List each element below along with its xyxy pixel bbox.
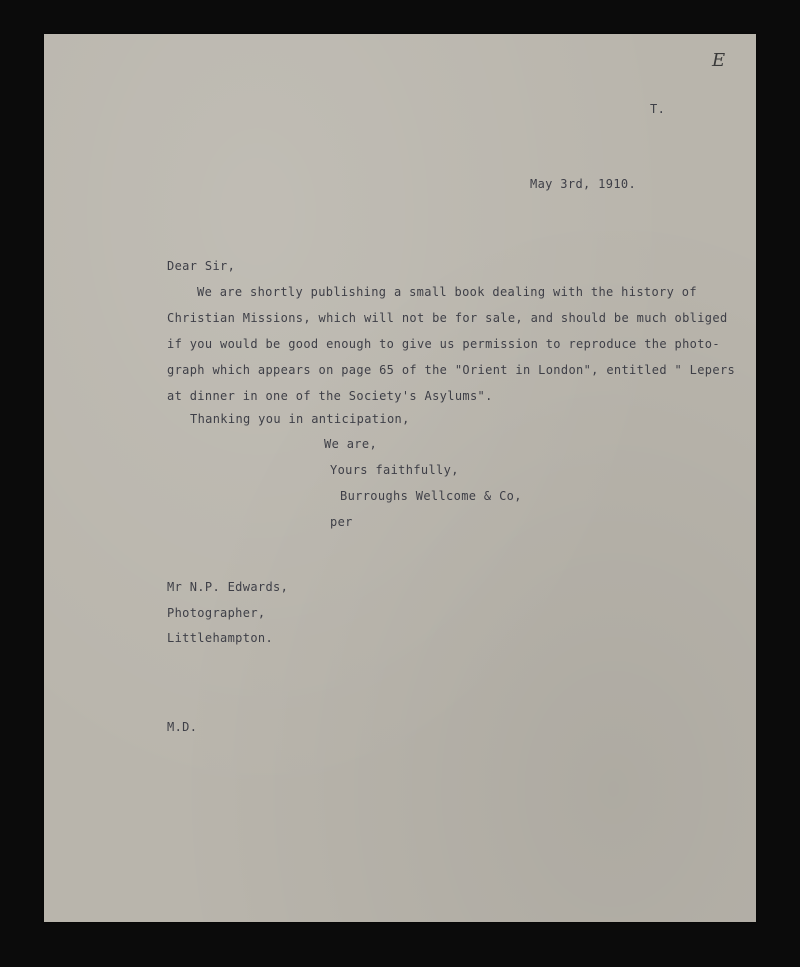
body-line: at dinner in one of the Society's Asylums". (167, 389, 493, 403)
closing-company: Burroughs Wellcome & Co, (340, 489, 522, 503)
thanks-line: Thanking you in anticipation, (190, 412, 410, 426)
body-line: if you would be good enough to give us permission to reproduce the photo- (167, 337, 720, 351)
initials: M.D. (167, 720, 198, 734)
body-line: We are shortly publishing a small book dealing with the history of (197, 285, 697, 299)
letter-page (44, 34, 756, 922)
top-mark: T. (650, 102, 666, 116)
salutation: Dear Sir, (167, 259, 236, 273)
closing-yours: Yours faithfully, (330, 463, 459, 477)
recipient-name: Mr N.P. Edwards, (167, 580, 289, 594)
closing-we-are: We are, (324, 437, 378, 451)
closing-per: per (330, 515, 353, 529)
body-line: Christian Missions, which will not be for sale, and should be much obliged (167, 311, 728, 325)
letter-date: May 3rd, 1910. (530, 177, 637, 191)
recipient-title: Photographer, (167, 606, 266, 620)
archive-mark: E (712, 50, 726, 71)
recipient-town: Littlehampton. (167, 631, 274, 645)
body-line: graph which appears on page 65 of the "Orient in London", entitled " Lepers (167, 363, 736, 377)
